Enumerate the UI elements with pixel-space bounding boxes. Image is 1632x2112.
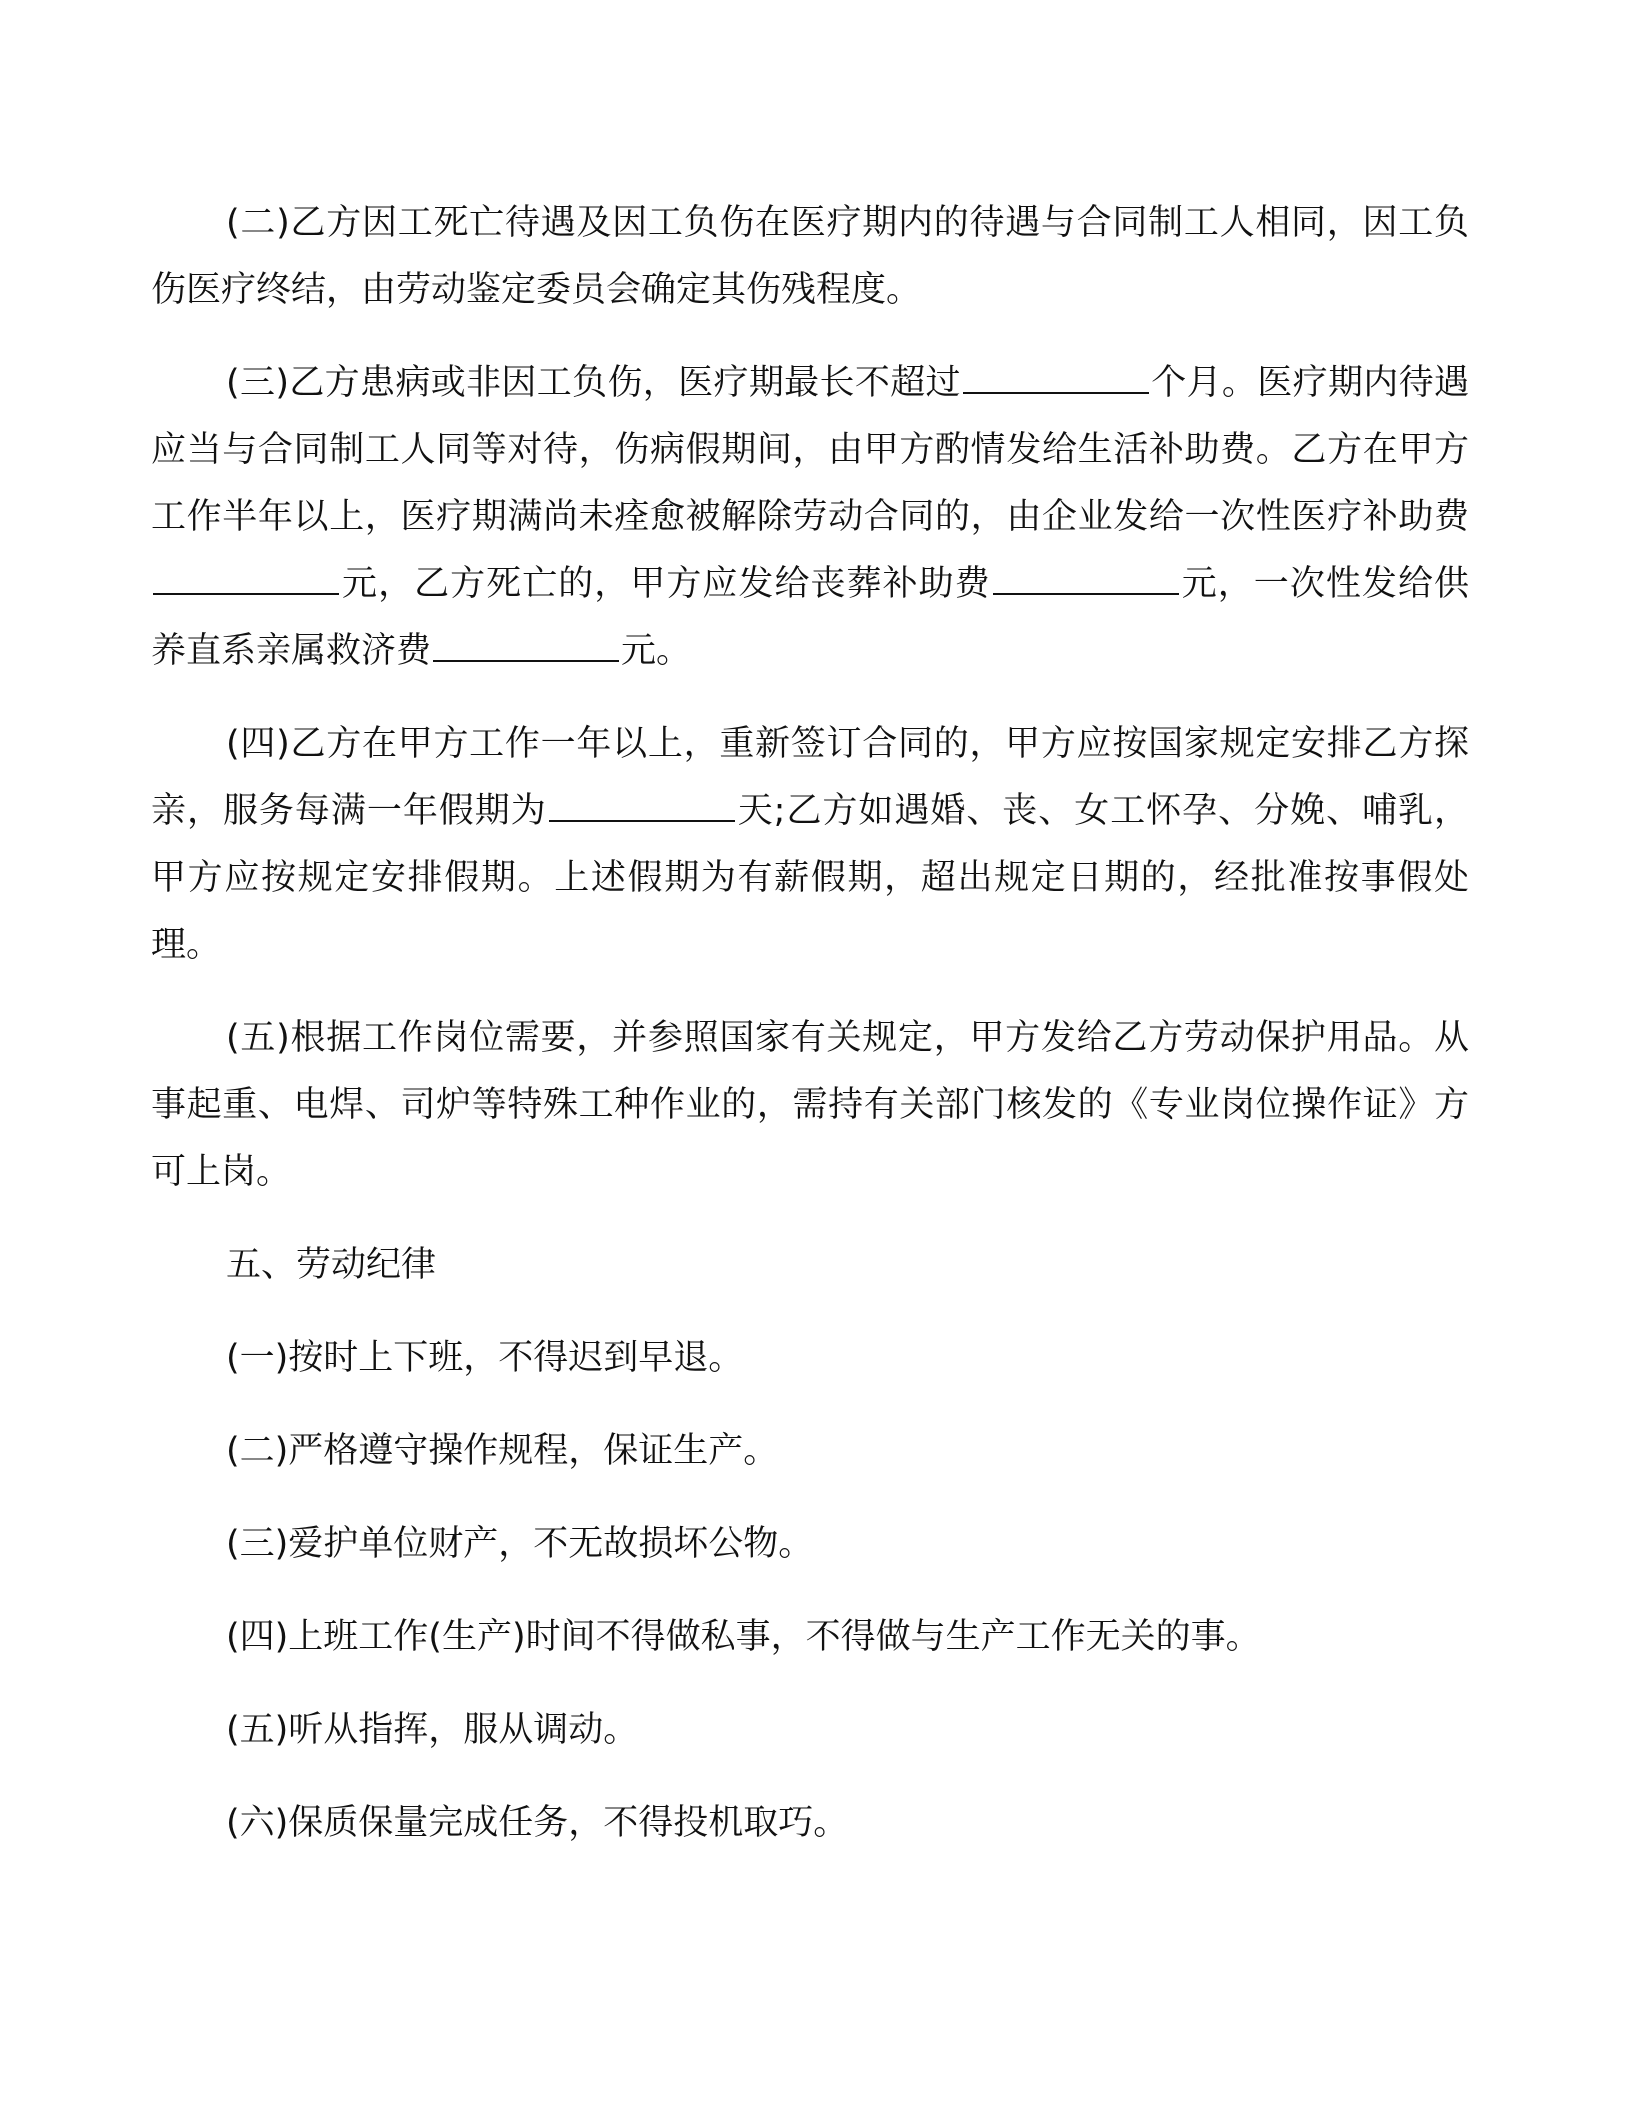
section-heading: 五、劳动纪律	[226, 1245, 437, 1285]
discipline-item: (二)严格遵守操作规程，保证生产。	[226, 1431, 779, 1471]
discipline-item: (五)听从指挥，服从调动。	[226, 1710, 639, 1750]
paragraph-3	[151, 350, 1469, 685]
paragraph-3-text-e: 元。	[621, 631, 692, 671]
paragraph-5: (五)根据工作岗位需要，并参照国家有关规定，甲方发给乙方劳动保护用品。从事起重、电焊、司炉等特殊工种作业的，需持有关部门核发的《专业岗位操作证》方可上岗。	[151, 1018, 1469, 1192]
blank-funeral-subsidy	[993, 563, 1179, 595]
paragraph-3-text-b: 个月。医疗期内待遇应当与合同制工人同等对待，伤病假期间，由甲方酌情发给生活补助费。乙方在甲方工作半年以上，医疗期满尚未痊愈被解除劳动合同的，由企业发给一次性医疗补助费	[151, 363, 1469, 537]
blank-months	[963, 362, 1149, 394]
discipline-item: (三)爱护单位财产，不无故损坏公物。	[226, 1524, 814, 1564]
paragraph-3-text-a: (三)乙方患病或非因工负伤，医疗期最长不超过	[226, 363, 961, 403]
paragraph-3-text-c: 元，乙方死亡的，甲方应发给丧葬补助费	[341, 564, 991, 604]
discipline-item: (六)保质保量完成任务，不得投机取巧。	[226, 1803, 849, 1843]
paragraph-4-text-b: 天;乙方如遇婚、丧、女工怀孕、分娩、哺乳，甲方应按规定安排假期。上述假期为有薪假期，超出规定日期的，经批准按事假处理。	[151, 791, 1469, 965]
paragraph-3-text-d: 元，一次性发给供养直系亲属救济费	[151, 564, 1469, 671]
discipline-item: (四)上班工作(生产)时间不得做私事，不得做与生产工作无关的事。	[226, 1617, 1261, 1657]
paragraph-2: (二)乙方因工死亡待遇及因工负伤在医疗期内的待遇与合同制工人相同，因工负伤医疗终结，由劳动鉴定委员会确定其伤残程度。	[151, 203, 1469, 310]
blank-leave-days	[549, 790, 735, 822]
paragraph-4	[151, 711, 1469, 979]
paragraph-4-text-a: (四)乙方在甲方工作一年以上，重新签订合同的，甲方应按国家规定安排乙方探亲，服务每满一年假期为	[151, 724, 1469, 831]
blank-medical-subsidy	[153, 563, 339, 595]
discipline-item: (一)按时上下班，不得迟到早退。	[226, 1338, 744, 1378]
document-page	[151, 190, 1469, 1883]
blank-relief-fund	[433, 630, 619, 662]
